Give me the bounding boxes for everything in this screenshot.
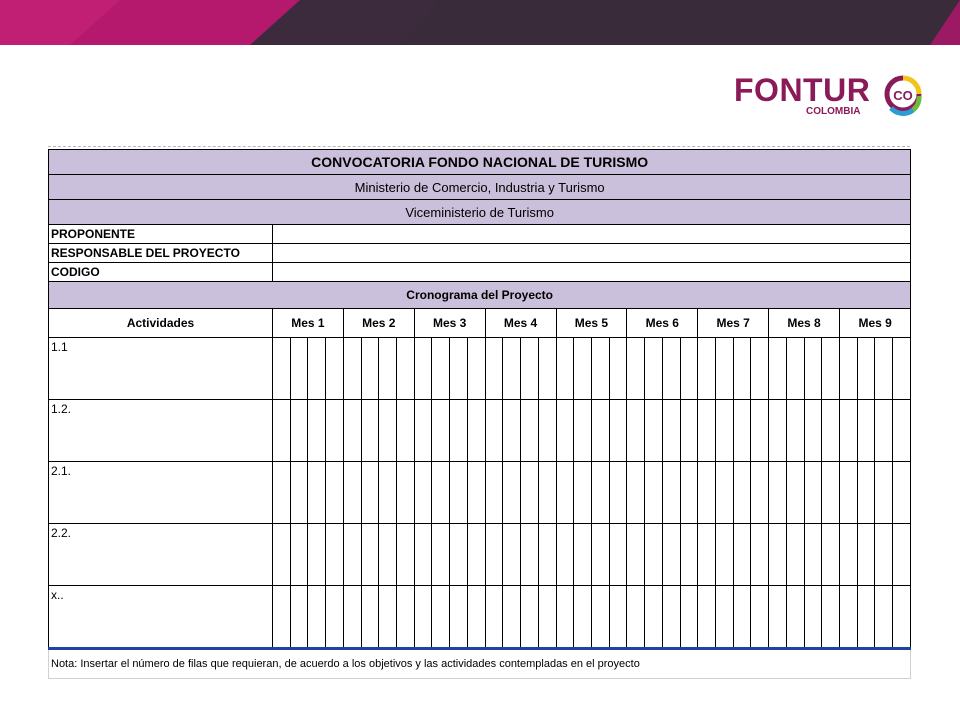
week-cell[interactable] [840, 524, 858, 586]
week-cell[interactable] [414, 400, 432, 462]
week-cell[interactable] [769, 338, 787, 400]
week-cell[interactable] [538, 338, 556, 400]
week-cell[interactable] [680, 462, 698, 524]
week-cell[interactable] [273, 400, 291, 462]
week-cell[interactable] [432, 524, 450, 586]
week-cell[interactable] [503, 586, 521, 649]
field-value-proponente[interactable] [273, 225, 911, 244]
week-cell[interactable] [343, 586, 361, 649]
week-cell[interactable] [538, 524, 556, 586]
week-cell[interactable] [308, 586, 326, 649]
week-cell[interactable] [379, 524, 397, 586]
week-cell[interactable] [875, 524, 893, 586]
week-cell[interactable] [397, 400, 415, 462]
week-cell[interactable] [893, 338, 911, 400]
week-cell[interactable] [662, 400, 680, 462]
week-cell[interactable] [609, 462, 627, 524]
week-cell[interactable] [875, 338, 893, 400]
month-header: Mes 3 [414, 309, 485, 338]
week-cell[interactable] [645, 462, 663, 524]
week-cell[interactable] [733, 338, 751, 400]
week-cell[interactable] [840, 586, 858, 649]
week-cell[interactable] [450, 524, 468, 586]
week-cell[interactable] [751, 462, 769, 524]
week-cell[interactable] [786, 462, 804, 524]
form-note: Nota: Insertar el número de filas que requieran, de acuerdo a los objetivos y las actividades contempladas en el proyecto [49, 649, 911, 679]
week-cell[interactable] [609, 586, 627, 649]
week-cell[interactable] [751, 586, 769, 649]
week-cell[interactable] [804, 400, 822, 462]
fontur-logo [730, 72, 925, 122]
week-cell[interactable] [450, 400, 468, 462]
week-cell[interactable] [715, 462, 733, 524]
activity-row [49, 524, 911, 586]
activity-row [49, 462, 911, 524]
week-cell[interactable] [503, 400, 521, 462]
week-cell[interactable] [662, 524, 680, 586]
week-cell[interactable] [326, 462, 344, 524]
week-cell[interactable] [627, 400, 645, 462]
week-cell[interactable] [467, 462, 485, 524]
week-cell[interactable] [840, 338, 858, 400]
week-cell[interactable] [361, 586, 379, 649]
week-cell[interactable] [609, 524, 627, 586]
month-header: Mes 8 [769, 309, 840, 338]
week-cell[interactable] [538, 400, 556, 462]
week-cell[interactable] [414, 524, 432, 586]
week-cell[interactable] [840, 400, 858, 462]
week-cell[interactable] [503, 462, 521, 524]
week-cell[interactable] [875, 462, 893, 524]
week-cell[interactable] [432, 400, 450, 462]
week-cell[interactable] [467, 524, 485, 586]
week-cell[interactable] [875, 586, 893, 649]
week-cell[interactable] [326, 586, 344, 649]
week-cell[interactable] [857, 462, 875, 524]
week-cell[interactable] [857, 524, 875, 586]
week-cell[interactable] [556, 524, 574, 586]
week-cell[interactable] [645, 586, 663, 649]
week-cell[interactable] [467, 586, 485, 649]
week-cell[interactable] [485, 524, 503, 586]
week-cell[interactable] [786, 524, 804, 586]
week-cell[interactable] [591, 400, 609, 462]
week-cell[interactable] [680, 586, 698, 649]
week-cell[interactable] [698, 338, 716, 400]
week-cell[interactable] [715, 338, 733, 400]
week-cell[interactable] [875, 400, 893, 462]
week-cell[interactable] [893, 400, 911, 462]
schedule-title: Cronograma del Proyecto [49, 282, 911, 309]
week-cell[interactable] [290, 338, 308, 400]
week-cell[interactable] [822, 400, 840, 462]
week-cell[interactable] [591, 462, 609, 524]
field-value-codigo[interactable] [273, 263, 911, 282]
week-cell[interactable] [485, 462, 503, 524]
week-cell[interactable] [503, 338, 521, 400]
week-cell[interactable] [769, 524, 787, 586]
week-cell[interactable] [521, 524, 539, 586]
week-cell[interactable] [804, 524, 822, 586]
week-cell[interactable] [751, 524, 769, 586]
activity-label[interactable]: 1.1 [49, 338, 273, 400]
colombia-co-icon [883, 74, 923, 118]
week-cell[interactable] [645, 524, 663, 586]
week-cell[interactable] [538, 462, 556, 524]
week-cell[interactable] [715, 586, 733, 649]
month-header: Mes 2 [343, 309, 414, 338]
activity-label[interactable]: 1.2. [49, 400, 273, 462]
form-vice-ministry: Viceministerio de Turismo [49, 200, 911, 225]
week-cell[interactable] [857, 400, 875, 462]
week-cell[interactable] [521, 586, 539, 649]
logo-co-text: CO [893, 88, 913, 103]
week-cell[interactable] [273, 462, 291, 524]
week-cell[interactable] [698, 462, 716, 524]
month-header: Mes 1 [273, 309, 344, 338]
form-title: CONVOCATORIA FONDO NACIONAL DE TURISMO [49, 150, 911, 175]
week-cell[interactable] [361, 400, 379, 462]
week-cell[interactable] [467, 400, 485, 462]
week-cell[interactable] [308, 400, 326, 462]
week-cell[interactable] [786, 586, 804, 649]
form-ministry: Ministerio de Comercio, Industria y Turismo [49, 175, 911, 200]
week-cell[interactable] [680, 338, 698, 400]
week-cell[interactable] [326, 400, 344, 462]
week-cell[interactable] [627, 338, 645, 400]
week-cell[interactable] [273, 586, 291, 649]
month-header: Mes 7 [698, 309, 769, 338]
week-cell[interactable] [804, 586, 822, 649]
week-cell[interactable] [893, 524, 911, 586]
week-cell[interactable] [662, 462, 680, 524]
week-cell[interactable] [840, 462, 858, 524]
week-cell[interactable] [857, 586, 875, 649]
week-cell[interactable] [733, 400, 751, 462]
week-cell[interactable] [645, 400, 663, 462]
week-cell[interactable] [397, 586, 415, 649]
week-cell[interactable] [343, 462, 361, 524]
month-header: Mes 5 [556, 309, 627, 338]
week-cell[interactable] [521, 400, 539, 462]
week-cell[interactable] [591, 524, 609, 586]
logo-wordmark: FONTUR [734, 72, 871, 108]
week-cell[interactable] [680, 400, 698, 462]
week-cell[interactable] [432, 338, 450, 400]
week-cell[interactable] [574, 524, 592, 586]
week-cell[interactable] [290, 400, 308, 462]
week-cell[interactable] [273, 524, 291, 586]
activity-row [49, 400, 911, 462]
week-cell[interactable] [574, 400, 592, 462]
week-cell[interactable] [893, 586, 911, 649]
week-cell[interactable] [290, 524, 308, 586]
activity-row [49, 338, 911, 400]
week-cell[interactable] [733, 524, 751, 586]
week-cell[interactable] [521, 462, 539, 524]
sheet-top-border [48, 146, 910, 147]
week-cell[interactable] [822, 524, 840, 586]
week-cell[interactable] [538, 586, 556, 649]
week-cell[interactable] [414, 338, 432, 400]
week-cell[interactable] [627, 586, 645, 649]
week-cell[interactable] [343, 524, 361, 586]
activities-header: Actividades [49, 309, 273, 338]
field-label-proponente: PROPONENTE [49, 225, 273, 244]
logo-subtitle: COLOMBIA [806, 106, 861, 117]
week-cell[interactable] [290, 586, 308, 649]
week-cell[interactable] [326, 338, 344, 400]
week-cell[interactable] [467, 338, 485, 400]
week-cell[interactable] [414, 462, 432, 524]
field-label-responsable: RESPONSABLE DEL PROYECTO [49, 244, 273, 263]
week-cell[interactable] [751, 400, 769, 462]
week-cell[interactable] [733, 462, 751, 524]
week-cell[interactable] [397, 462, 415, 524]
week-cell[interactable] [521, 338, 539, 400]
week-cell[interactable] [343, 338, 361, 400]
week-cell[interactable] [786, 400, 804, 462]
week-cell[interactable] [556, 462, 574, 524]
week-cell[interactable] [326, 524, 344, 586]
week-cell[interactable] [290, 462, 308, 524]
week-cell[interactable] [751, 338, 769, 400]
schedule-form [48, 149, 911, 679]
week-cell[interactable] [893, 462, 911, 524]
week-cell[interactable] [273, 338, 291, 400]
week-cell[interactable] [591, 338, 609, 400]
week-cell[interactable] [715, 400, 733, 462]
week-cell[interactable] [343, 400, 361, 462]
week-cell[interactable] [822, 462, 840, 524]
week-cell[interactable] [556, 338, 574, 400]
week-cell[interactable] [450, 338, 468, 400]
week-cell[interactable] [698, 586, 716, 649]
week-cell[interactable] [450, 586, 468, 649]
week-cell[interactable] [485, 338, 503, 400]
month-header: Mes 6 [627, 309, 698, 338]
week-cell[interactable] [786, 338, 804, 400]
week-cell[interactable] [591, 586, 609, 649]
week-cell[interactable] [556, 586, 574, 649]
week-cell[interactable] [662, 338, 680, 400]
week-cell[interactable] [698, 524, 716, 586]
week-cell[interactable] [379, 586, 397, 649]
top-banner [0, 0, 960, 45]
week-cell[interactable] [414, 586, 432, 649]
week-cell[interactable] [662, 586, 680, 649]
activity-row [49, 586, 911, 649]
week-cell[interactable] [574, 462, 592, 524]
week-cell[interactable] [822, 338, 840, 400]
week-cell[interactable] [609, 338, 627, 400]
week-cell[interactable] [379, 400, 397, 462]
week-cell[interactable] [361, 338, 379, 400]
week-cell[interactable] [645, 338, 663, 400]
week-cell[interactable] [556, 400, 574, 462]
week-cell[interactable] [397, 524, 415, 586]
week-cell[interactable] [503, 524, 521, 586]
week-cell[interactable] [432, 462, 450, 524]
activity-label[interactable]: 2.2. [49, 524, 273, 586]
week-cell[interactable] [609, 400, 627, 462]
month-header: Mes 9 [840, 309, 911, 338]
week-cell[interactable] [379, 462, 397, 524]
week-cell[interactable] [361, 524, 379, 586]
week-cell[interactable] [733, 586, 751, 649]
activity-label[interactable]: x.. [49, 586, 273, 649]
week-cell[interactable] [574, 586, 592, 649]
week-cell[interactable] [804, 338, 822, 400]
week-cell[interactable] [680, 524, 698, 586]
week-cell[interactable] [627, 462, 645, 524]
week-cell[interactable] [308, 462, 326, 524]
week-cell[interactable] [698, 400, 716, 462]
week-cell[interactable] [450, 462, 468, 524]
week-cell[interactable] [485, 400, 503, 462]
month-header-row [49, 309, 911, 338]
field-value-responsable[interactable] [273, 244, 911, 263]
week-cell[interactable] [397, 338, 415, 400]
week-cell[interactable] [308, 524, 326, 586]
week-cell[interactable] [432, 586, 450, 649]
week-cell[interactable] [769, 586, 787, 649]
week-cell[interactable] [769, 462, 787, 524]
week-cell[interactable] [769, 400, 787, 462]
week-cell[interactable] [822, 586, 840, 649]
week-cell[interactable] [308, 338, 326, 400]
week-cell[interactable] [715, 524, 733, 586]
week-cell[interactable] [379, 338, 397, 400]
week-cell[interactable] [485, 586, 503, 649]
month-header: Mes 4 [485, 309, 556, 338]
week-cell[interactable] [804, 462, 822, 524]
field-label-codigo: CODIGO [49, 263, 273, 282]
week-cell[interactable] [361, 462, 379, 524]
week-cell[interactable] [857, 338, 875, 400]
activity-label[interactable]: 2.1. [49, 462, 273, 524]
week-cell[interactable] [627, 524, 645, 586]
week-cell[interactable] [574, 338, 592, 400]
